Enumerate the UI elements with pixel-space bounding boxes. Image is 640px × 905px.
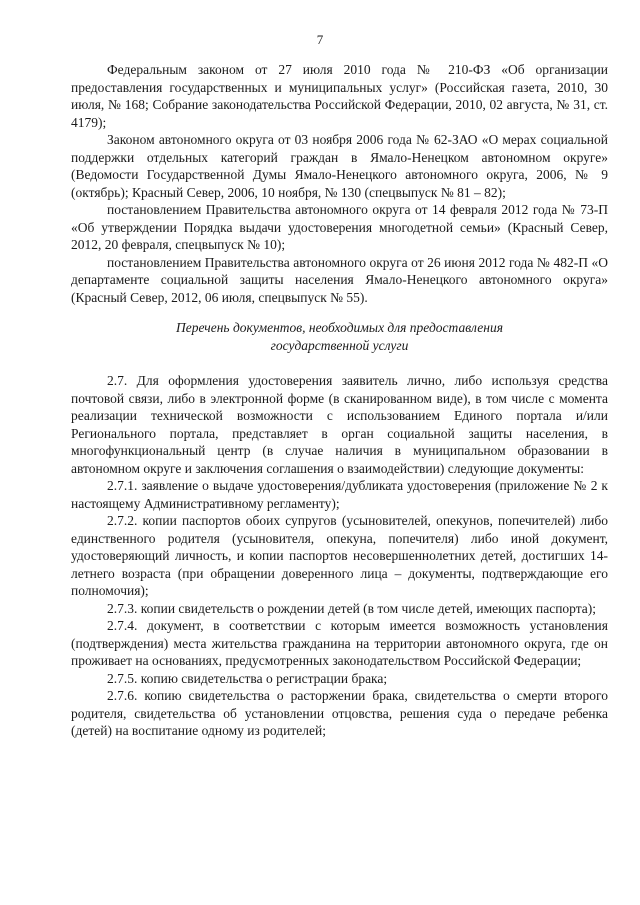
clause-2-7: 2.7. Для оформления удостоверения заявитель лично, либо используя средства почтовой связи, либо в электронной форме (в сканированном виде), в том числе с момента реализации технической возможности с использованием Единого портала и/или Регионального портала, представляет в орган социальной защиты населения, в многофункциональный центр (в случае наличия в муниципальном образовании в автономном округе и заключения соглашения о взаимодействии) следующие документы: xyxy=(71,373,608,476)
legal-reference-resolution-73p: постановлением Правительства автономного округа от 14 февраля 2012 года № 73-П «Об утверждении Порядка выдачи удостоверения многодетной семьи» (Красный Север, 2012, 20 февраля, спецвыпуск № 10); xyxy=(71,202,608,252)
clause-2-7-4: 2.7.4. документ, в соответствии с которым имеется возможность установления (подтверждения) места жительства гражданина на территории автономного округа, где он проживает на основаниях, предусмотренных законодательством Российской Федерации; xyxy=(71,618,608,668)
clause-2-7-6: 2.7.6. копию свидетельства о расторжении брака, свидетельства о смерти второго родителя, свидетельства об установлении отцовства, решения суда о передаче ребенка (детей) на воспитание одному из родителей; xyxy=(71,688,608,738)
legal-reference-federal-law-210: Федеральным законом от 27 июля 2010 года № 210-ФЗ «Об организации предоставления государственных и муниципальных услуг» (Российская газета, 2010, 30 июля, № 168; Собрание законодательства Российской Федерации, 2010, 02 августа, № 31, ст. 4179); xyxy=(71,62,608,130)
legal-reference-district-law-62: Законом автономного округа от 03 ноября 2006 года № 62-ЗАО «О мерах социальной поддержки отдельных категорий граждан в Ямало-Ненецком автономном округе» (Ведомости Государственной Думы Ямало-Ненецкого автономного округа, 2006, № 9 (октябрь); Красный Север, 2006, 10 ноября, № 130 (спецвыпуск № 81 – 82); xyxy=(71,132,608,200)
clause-2-7-3: 2.7.3. копии свидетельств о рождении детей (в том числе детей, имеющих паспорта); xyxy=(107,600,597,616)
section-heading-line-1: Перечень документов, необходимых для предоставления xyxy=(175,320,503,335)
clause-2-7-2: 2.7.2. копии паспортов обоих супругов (усыновителей, опекунов, попечителей) либо единственного родителя (усыновителя, опекуна, попечителя) либо иной документ, удостоверяющий личность, и копии паспортов несовершеннолетних детей, достигших 14-летнего возраста (при обращении доверенного лица – документы, подтверждающие его полномочия); xyxy=(71,513,608,598)
document-body xyxy=(71,61,608,740)
page-number: 7 xyxy=(316,32,324,47)
clause-2-7-1: 2.7.1. заявление о выдаче удостоверения/дубликата удостоверения (приложение № 2 к настоящему Административному регламенту); xyxy=(71,478,608,511)
section-heading-line-2: государственной услуги xyxy=(270,337,409,353)
legal-reference-resolution-482p: постановлением Правительства автономного округа от 26 июня 2012 года № 482-П «О департаменте социальной защиты населения Ямало-Ненецкого автономного округа» (Красный Север, 2012, 06 июля, спецвыпуск № 55). xyxy=(71,254,608,305)
clause-2-7-5: 2.7.5. копию свидетельства о регистрации брака; xyxy=(107,670,388,686)
section-heading xyxy=(71,319,608,354)
